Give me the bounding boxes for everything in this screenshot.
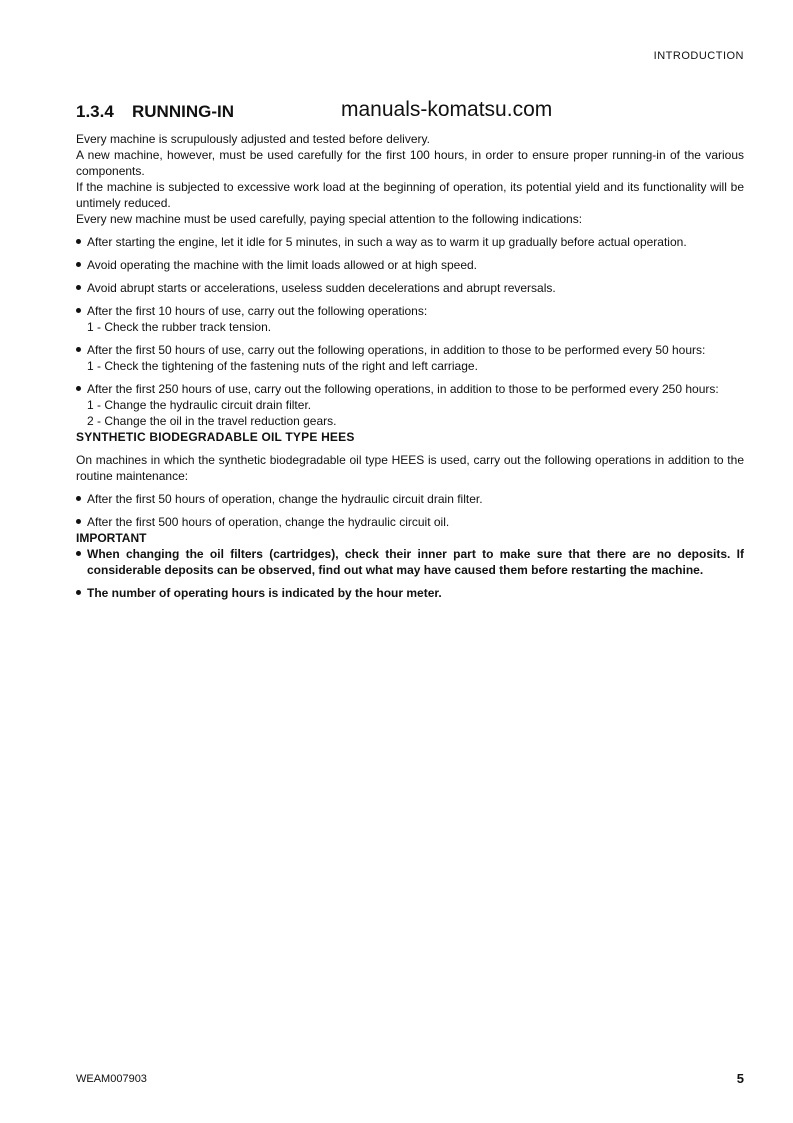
list-item	[76, 303, 744, 335]
bullet-icon	[76, 262, 81, 267]
list-item-text: The number of operating hours is indicated by the hour meter.	[87, 586, 442, 600]
synthetic-oil-heading: SYNTHETIC BIODEGRADABLE OIL TYPE HEES	[76, 430, 355, 444]
bullet-icon	[76, 519, 81, 524]
list-item	[76, 381, 744, 429]
synthetic-oil-intro: On machines in which the synthetic biodegradable oil type HEES is used, carry out the following operations in addition to the routine maintenance:	[76, 453, 744, 483]
bullet-icon	[76, 285, 81, 290]
bullet-icon	[76, 496, 81, 501]
section-title: RUNNING-IN	[132, 102, 234, 121]
list-subitem: 1 - Change the hydraulic circuit drain filter.	[87, 398, 312, 412]
list-item-text: After the first 50 hours of operation, change the hydraulic circuit drain filter.	[87, 492, 483, 506]
bullet-icon	[76, 308, 81, 313]
intro-paragraph: A new machine, however, must be used carefully for the first 100 hours, in order to ensure proper running-in of the various components.	[76, 148, 744, 178]
list-item-text: After the first 500 hours of operation, change the hydraulic circuit oil.	[87, 515, 450, 529]
list-subitem: 1 - Check the rubber track tension.	[87, 320, 272, 334]
list-item-text: When changing the oil filters (cartridges), check their inner part to make sure that there are no deposits. If considerable deposits can be observed, find out what may have caused them before restarting the machine.	[87, 547, 744, 577]
intro-paragraph: Every new machine must be used carefully, paying special attention to the following indications:	[76, 212, 583, 226]
running-header: INTRODUCTION	[653, 50, 744, 62]
list-item	[76, 585, 744, 601]
synthetic-oil-list	[76, 491, 744, 530]
list-item-text: Avoid operating the machine with the limit loads allowed or at high speed.	[87, 258, 478, 272]
important-list	[76, 546, 744, 601]
page-content	[76, 131, 744, 601]
list-item-text: After starting the engine, let it idle for 5 minutes, in such a way as to warm it up gradually before actual operation.	[87, 235, 687, 249]
bullet-icon	[76, 590, 81, 595]
list-item-text: After the first 50 hours of use, carry out the following operations, in addition to those to be performed every 50 hours:	[87, 343, 706, 357]
list-item	[76, 546, 744, 578]
list-item	[76, 491, 744, 507]
list-item	[76, 342, 744, 374]
bullet-icon	[76, 551, 81, 556]
indications-list	[76, 234, 744, 429]
list-item	[76, 514, 744, 530]
section-number: 1.3.4	[76, 102, 114, 121]
bullet-icon	[76, 386, 81, 391]
list-item-text: Avoid abrupt starts or accelerations, useless sudden decelerations and abrupt reversals.	[87, 281, 556, 295]
page-number: 5	[736, 1071, 744, 1086]
document-code: WEAM007903	[76, 1073, 147, 1085]
list-item-text: After the first 10 hours of use, carry out the following operations:	[87, 304, 428, 318]
list-subitem: 1 - Check the tightening of the fastening nuts of the right and left carriage.	[87, 359, 478, 373]
bullet-icon	[76, 239, 81, 244]
list-item-text: After the first 250 hours of use, carry out the following operations, in addition to those to be performed every 250 hours:	[87, 382, 719, 396]
watermark-text: manuals-komatsu.com	[341, 98, 553, 121]
section-title-row	[76, 98, 744, 126]
list-item	[76, 257, 744, 273]
bullet-icon	[76, 347, 81, 352]
important-heading: IMPORTANT	[76, 531, 147, 545]
list-subitem: 2 - Change the oil in the travel reduction gears.	[87, 414, 337, 428]
list-item	[76, 234, 744, 250]
list-item	[76, 280, 744, 296]
intro-paragraph: Every machine is scrupulously adjusted and tested before delivery.	[76, 132, 430, 146]
intro-paragraph: If the machine is subjected to excessive work load at the beginning of operation, its potential yield and its functionality will be untimely reduced.	[76, 180, 744, 210]
